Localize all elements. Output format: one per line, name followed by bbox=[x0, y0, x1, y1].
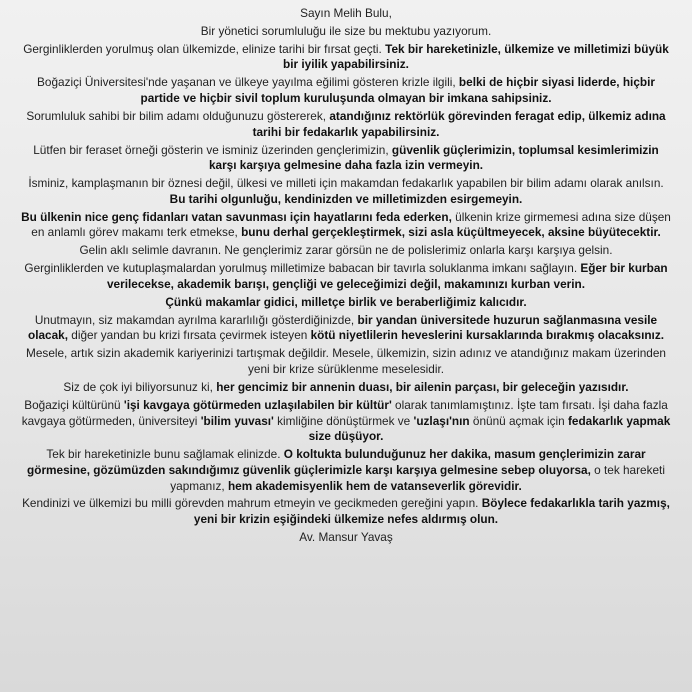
emphasized-text: Bu tarihi olgunluğu, kendinizden ve milletimizden esirgemeyin. bbox=[169, 191, 523, 206]
letter-paragraph bbox=[20, 143, 672, 174]
letter-paragraph bbox=[20, 42, 672, 73]
paragraph-text: önünü açmak için bbox=[469, 413, 568, 428]
letter-paragraph bbox=[20, 496, 672, 527]
emphasized-text: Böylece fedakarlıkla tarih yazmış, yeni bir krizin eşiğindeki ülkemize nefes aldırmış olun. bbox=[193, 496, 670, 527]
paragraph-text: Lütfen bir feraset örneği gösterin ve isminiz üzerinden gençlerimizin, bbox=[33, 142, 392, 157]
paragraph-text: Gerginliklerden yorulmuş olan ülkemizde, elinize tarihi bir fırsat geçti. bbox=[23, 41, 386, 56]
letter-paragraph bbox=[20, 243, 672, 259]
emphasized-text: Tek bir hareketinizle, ülkemize ve milletimizi büyük bir iyilik yapabilirsiniz. bbox=[283, 41, 669, 72]
paragraph-text: Unutmayın, siz makamdan ayrılma kararlılığı gösterdiğinizde, bbox=[34, 312, 358, 327]
emphasized-text: kötü niyetlilerin heveslerini kursaklarında bırakmış olacaksınız. bbox=[310, 328, 665, 343]
emphasized-text: 'işi kavgaya götürmeden uzlaşılabilen bir kültür' bbox=[123, 397, 392, 412]
letter-paragraph bbox=[20, 210, 672, 241]
paragraph-text: olarak tanımlamıştınız. İşte tam fırsatı. İşi daha fazla kavgaya götürmeden, üniversiteyi bbox=[21, 397, 668, 428]
emphasized-text: Bu ülkenin nice genç fidanları vatan savunması için hayatlarını feda ederken, bbox=[21, 209, 452, 224]
emphasized-text: Çünkü makamlar gidici, milletçe birlik ve beraberliğimiz kalıcıdır. bbox=[165, 294, 527, 309]
emphasized-text: hem akademisyenlik hem de vatanseverlik görevidir. bbox=[227, 478, 522, 493]
paragraph-text: Boğaziçi Üniversitesi'nde yaşanan ve ülkeye yayılma eğilimi gösteren krizle ilgili, bbox=[37, 75, 459, 90]
letter-paragraphs bbox=[20, 24, 672, 528]
letter-signature: Av. Mansur Yavaş bbox=[299, 529, 393, 544]
letter-paragraph bbox=[20, 346, 672, 377]
letter-paragraph bbox=[20, 380, 672, 396]
paragraph-text: kimliğine dönüştürmek ve bbox=[273, 413, 414, 428]
emphasized-text: güvenlik güçlerimizin, toplumsal kesimlerimizin karşı karşıya gelmesine daha fazla izin vermeyin. bbox=[208, 142, 659, 173]
paragraph-text: Tek bir hareketinizle bunu sağlamak elinizde. bbox=[46, 447, 284, 462]
paragraph-text: Boğaziçi kültürünü bbox=[24, 397, 124, 412]
paragraph-text: Gelin aklı selimle davranın. Ne gençlerimiz zarar görsün ne de polislerimiz onlarla karşı karşıya gelsin. bbox=[79, 243, 613, 258]
letter-paragraph bbox=[20, 447, 672, 494]
letter-paragraph bbox=[20, 261, 672, 292]
emphasized-text: bunu derhal gerçekleştirmek, sizi asla küçültmeyecek, aksine büyütecektir. bbox=[241, 225, 661, 240]
emphasized-text: atandığınız rektörlük görevinden feragat edip, ülkemiz adına tarihi bir fedakarlık yapabilirsiniz. bbox=[252, 108, 666, 139]
letter-paragraph bbox=[20, 176, 672, 207]
letter-paragraph bbox=[20, 313, 672, 344]
letter-greeting: Sayın Melih Bulu, bbox=[300, 6, 392, 20]
emphasized-text: bir yandan üniversitede huzurun sağlanmasına vesile olacak, bbox=[27, 312, 658, 343]
paragraph-text: ülkenin krize girmemesi adına size düşen en anlamlı görev makamı terk etmekse, bbox=[31, 209, 671, 240]
paragraph-text: Sorumluluk sahibi bir bilim adamı olduğunuzu göstererek, bbox=[26, 108, 330, 123]
paragraph-text: Siz de çok iyi biliyorsunuz ki, bbox=[63, 379, 217, 394]
emphasized-text: 'uzlaşı'nın bbox=[413, 413, 470, 428]
letter-paragraph bbox=[20, 75, 672, 106]
letter-paragraph bbox=[20, 398, 672, 445]
paragraph-text: Kendinizi ve ülkemizi bu milli görevden mahrum etmeyin ve gecikmeden gereğini yapın. bbox=[22, 496, 482, 511]
emphasized-text: Eğer bir kurban verilecekse, akademik barışı, gençliği ve geleceğimizi değil, makamınızı kurban verin. bbox=[107, 261, 668, 291]
paragraph-text: Gerginliklerden ve kutuplaşmalardan yorulmuş milletimize babacan bir tavırla soluklanma imkanı sağlayın. bbox=[24, 261, 581, 276]
letter-paragraph bbox=[20, 24, 672, 40]
emphasized-text: belki de hiçbir siyasi liderde, hiçbir partide ve hiçbir sivil toplum kuruluşunda olmayan bir imkana sahipsiniz. bbox=[140, 75, 655, 106]
paragraph-text: Bir yönetici sorumluluğu ile size bu mektubu yazıyorum. bbox=[200, 23, 492, 38]
emphasized-text: 'bilim yuvası' bbox=[200, 413, 274, 428]
emphasized-text: fedakarlık yapmak size düşüyor. bbox=[308, 413, 671, 444]
letter-body bbox=[20, 6, 672, 548]
letter-paragraph bbox=[20, 109, 672, 140]
paragraph-text: İsminiz, kamplaşmanın bir öznesi değil, ülkesi ve milleti için makamdan fedakarlık yapabilen bir bilim adamı olarak anılsın. bbox=[28, 176, 664, 191]
paragraph-text: diğer yandan bu krizi fırsata çevirmek isteyen bbox=[68, 328, 311, 343]
paragraph-text: Mesele, artık sizin akademik kariyerinizi tartışmak değildir. Mesele, ülkemizin, sizin adınız ve atandığınız makam üzerinden yeni bir krize sürüklenme meselesidir. bbox=[26, 346, 666, 377]
emphasized-text: O koltukta bulunduğunuz her dakika, masum gençlerimizin zarar görmesine, gözümüzden sakındığımız güvenlik güçlerimizle karşı karşıya gelmesine sebep oluyorsa, bbox=[27, 447, 646, 477]
letter-paragraph bbox=[20, 295, 672, 311]
emphasized-text: her gencimiz bir annenin duası, bir ailenin parçası, bir geleceğin yazısıdır. bbox=[216, 379, 629, 394]
paragraph-text: o tek hareketi yapmanız, bbox=[170, 462, 665, 493]
